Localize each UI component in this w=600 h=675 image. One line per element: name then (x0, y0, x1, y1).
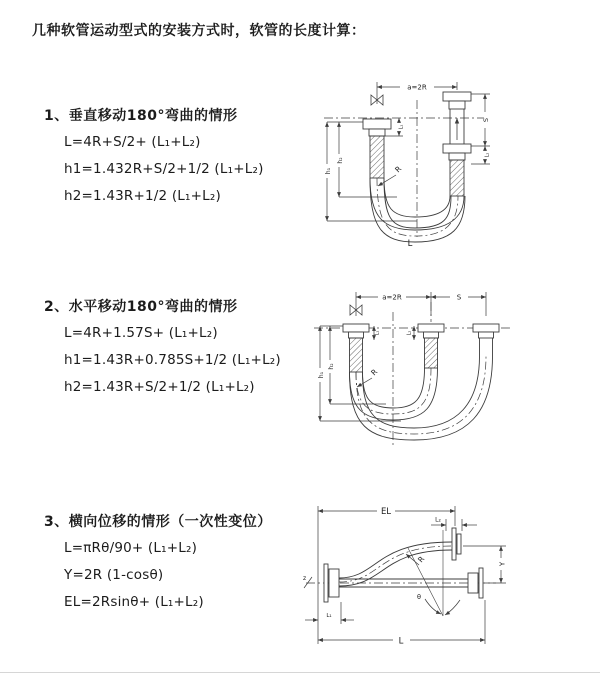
dim-label-r: R (393, 164, 404, 175)
section-3-formulas (44, 535, 314, 616)
section-2-heading (44, 296, 314, 316)
section-1-number: 1、 (44, 108, 69, 124)
dim-label-a2r: a=2R (382, 293, 402, 302)
dim-label-h2: h₂ (337, 157, 344, 164)
page-title: 几种软管运动型式的安装方式时，软管的长度计算： (32, 23, 366, 39)
dim-label-s: S (456, 293, 462, 302)
section-2-number: 2、 (44, 299, 69, 315)
dim-label-l: L (407, 239, 413, 249)
dim-label-h2: h₂ (328, 363, 335, 370)
section-3-heading (44, 511, 314, 531)
dim-label-z: z (303, 575, 307, 582)
section-2-formulas (44, 320, 314, 401)
dim-label-el: EL (380, 507, 392, 517)
dim-label-l1: L₁ (326, 613, 332, 619)
section-3-title: 横向位移的情形（一次性变位） (68, 514, 272, 530)
dim-label-l2: L₂ (484, 152, 491, 158)
formula-line: h2=1.43R+S/2+1/2 (L₁+L₂) (64, 379, 255, 395)
diagram-horizontal-180-bend (306, 286, 598, 452)
formula-line: L=4R+S/2+ (L₁+L₂) (64, 134, 201, 150)
dim-label-r: R (369, 367, 380, 378)
formula-line: h1=1.43R+0.785S+1/2 (L₁+L₂) (64, 352, 281, 368)
section-vertical-movement (44, 105, 314, 210)
dim-label-l1: L₁ (374, 330, 381, 336)
dim-label-h1: h₁ (325, 167, 332, 175)
dim-label-r: R (415, 554, 427, 565)
dim-label-l: L (398, 636, 404, 647)
section-lateral-displacement (44, 511, 314, 616)
dim-label-a2r: a=2R (407, 83, 427, 92)
page-bottom-divider (0, 672, 600, 673)
section-1-formulas (44, 129, 314, 210)
diagram-vertical-180-bend (312, 74, 597, 256)
formula-line: L=πRθ/90+ (L₁+L₂) (64, 540, 198, 556)
formula-line: h1=1.432R+S/2+1/2 (L₁+L₂) (64, 161, 264, 177)
dim-label-theta: θ (417, 593, 421, 601)
diagram-lateral-displacement (298, 498, 598, 654)
section-2-title: 水平移动180°弯曲的情形 (68, 299, 238, 315)
dim-label-l2: L₂ (406, 330, 413, 336)
formula-line: EL=2Rsinθ+ (L₁+L₂) (64, 594, 204, 610)
dim-label-s: S (482, 117, 490, 123)
section-1-title: 垂直移动180°弯曲的情形 (68, 108, 238, 124)
dim-label-h1: h₁ (318, 371, 325, 379)
dim-label-l2: L₂ (435, 516, 441, 524)
dim-label-y: Y (498, 561, 507, 567)
dim-label-l1: L₁ (398, 124, 405, 130)
section-1-heading (44, 105, 314, 125)
formula-line: Y=2R (1-cosθ) (64, 567, 164, 583)
section-3-number: 3、 (44, 514, 69, 530)
section-horizontal-movement (44, 296, 314, 401)
formula-line: h2=1.43R+1/2 (L₁+L₂) (64, 188, 221, 204)
formula-line: L=4R+1.57S+ (L₁+L₂) (64, 325, 218, 341)
